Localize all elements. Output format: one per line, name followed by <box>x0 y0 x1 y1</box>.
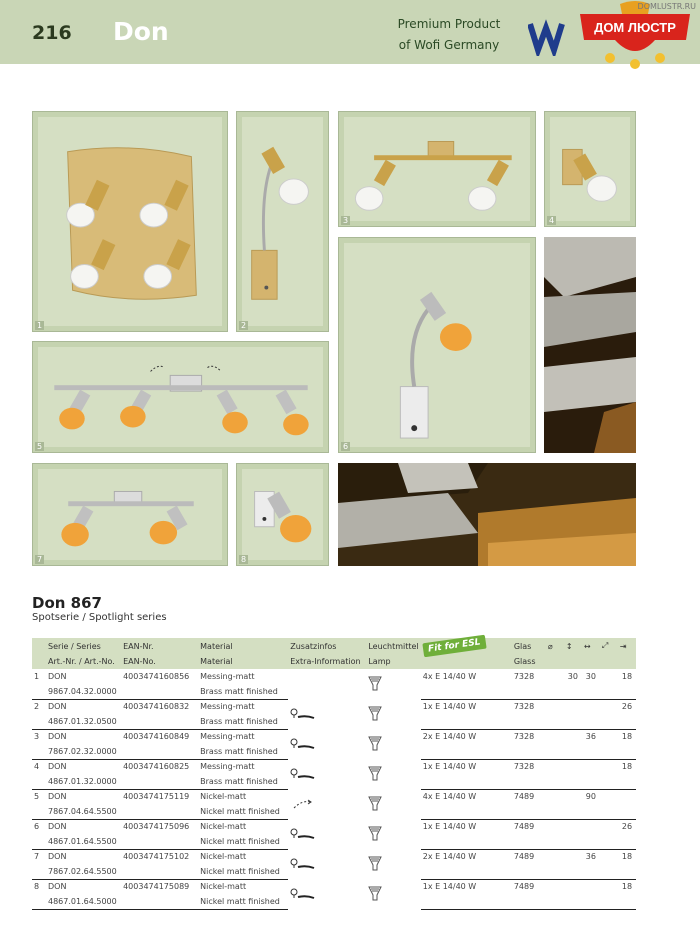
material-de-cell: Nickel-matt <box>200 792 247 802</box>
table-row <box>32 759 636 774</box>
diagonal-cell <box>600 669 618 684</box>
staircase-photo <box>338 463 636 566</box>
lamp-bulb-icon <box>366 699 420 729</box>
product-subtitle: Spotserie / Spotlight series <box>32 612 167 623</box>
col-material-header: Material <box>200 641 233 651</box>
diagonal-cell <box>600 729 618 744</box>
material-en-cell: Brass matt finished <box>198 774 288 789</box>
tile-number: 2 <box>241 321 247 330</box>
material-en-cell: Brass matt finished <box>198 714 288 729</box>
row-number: 6 <box>34 822 40 832</box>
projection-cell: 18 <box>621 672 633 681</box>
ean-cell: 4003474160849 <box>123 732 190 742</box>
diameter-cell <box>546 879 564 894</box>
ean-cell: 4003474175089 <box>123 882 190 892</box>
extra-info-icon <box>288 669 366 699</box>
ean-cell: 4003474175119 <box>123 792 190 802</box>
series-cell: DON <box>48 672 67 681</box>
premium-line-2: of Wofi Germany <box>398 38 500 52</box>
projection-cell: 26 <box>621 702 633 712</box>
material-en-cell: Brass matt finished <box>198 684 288 699</box>
col-material-en-header: Material <box>200 657 233 666</box>
projection-cell: 26 <box>621 822 633 832</box>
series-cell: DON <box>48 792 67 802</box>
diagonal-icon: ⤢ <box>601 641 609 650</box>
row-number: 2 <box>34 702 40 712</box>
height-icon: ↕ <box>565 641 573 651</box>
row-number: 7 <box>34 852 40 862</box>
lamp-spec-cell: 1x E 14/40 W <box>422 882 477 892</box>
width-cell <box>582 819 600 834</box>
article-number-cell: 9867.04.32.0000 <box>46 684 121 699</box>
diameter-cell <box>546 819 564 834</box>
width-cell: 36 <box>585 732 596 742</box>
article-number-cell: 7867.02.64.5500 <box>46 864 121 879</box>
product-image-2 <box>236 111 329 332</box>
projection-cell: 18 <box>621 762 633 772</box>
row-number: 3 <box>34 732 40 742</box>
col-extra-en-header: Extra-Information <box>290 657 361 666</box>
col-glass-header: Glas <box>513 641 532 651</box>
row-number: 5 <box>34 792 40 802</box>
logo-text: ДОМ ЛЮСТР <box>594 20 676 35</box>
material-en-cell: Nickel matt finished <box>198 864 288 879</box>
width-cell: 90 <box>585 792 596 802</box>
lamp-bulb-icon <box>366 849 420 879</box>
extra-info-icon <box>288 849 366 879</box>
height-cell <box>564 759 582 774</box>
tile-number: 3 <box>343 216 349 225</box>
tile-number: 5 <box>37 442 43 451</box>
width-icon: ↔ <box>583 641 591 651</box>
table-row <box>32 789 636 804</box>
glass-cell: 7328 <box>513 732 535 742</box>
material-de-cell: Messing-matt <box>200 672 255 681</box>
lamp-bulb-icon <box>366 789 420 819</box>
projection-icon: ⇥ <box>619 641 627 651</box>
col-extra-header: Zusatzinfos <box>290 641 337 651</box>
lamp-bulb-icon <box>366 729 420 759</box>
table-row <box>32 699 636 714</box>
product-image-7 <box>32 463 228 566</box>
article-number-cell: 7867.02.32.0000 <box>46 744 121 759</box>
height-cell <box>564 699 582 714</box>
four-spot-bar-illustration <box>33 342 328 452</box>
projection-cell: 18 <box>621 882 633 892</box>
diameter-cell <box>546 669 564 684</box>
material-en-cell: Nickel matt finished <box>198 894 288 909</box>
col-art-header: Art.-Nr. / Art.-No. <box>48 657 115 666</box>
row-number: 1 <box>34 672 40 681</box>
height-cell <box>564 879 582 894</box>
lamp-spec-cell: 2x E 14/40 W <box>422 852 477 862</box>
width-cell <box>582 879 600 894</box>
extra-info-icon <box>288 879 366 909</box>
extra-info-icon <box>288 819 366 849</box>
spotlight-bar-illustration <box>339 112 535 226</box>
row-number: 4 <box>34 762 40 772</box>
lamp-bulb-icon <box>366 669 420 699</box>
lamp-bulb-icon <box>366 819 420 849</box>
fit-for-esl-badge: Fit for ESL <box>422 635 486 658</box>
article-number-cell: 4867.01.32.0000 <box>46 774 121 789</box>
stairs-photo <box>544 237 636 453</box>
diagonal-cell <box>600 789 618 804</box>
diameter-icon: ⌀ <box>547 641 553 651</box>
glass-cell: 7328 <box>513 672 535 681</box>
ean-cell: 4003474160832 <box>123 702 190 712</box>
projection-cell: 18 <box>621 852 633 862</box>
series-cell: DON <box>48 762 67 772</box>
flex-arm-lamp-illustration <box>339 238 535 452</box>
table-header-row-2 <box>32 654 636 669</box>
esl-badge-cell <box>421 638 512 654</box>
width-cell <box>582 699 600 714</box>
material-de-cell: Messing-matt <box>200 732 255 742</box>
tile-number: 6 <box>343 442 349 451</box>
tile-number: 7 <box>37 555 43 564</box>
table-header-row-1 <box>32 638 636 654</box>
product-image-5 <box>32 341 329 453</box>
diagonal-cell <box>600 759 618 774</box>
col-lamp-en-header: Lamp <box>368 657 391 666</box>
table-row <box>32 669 636 684</box>
projection-cell: 18 <box>621 732 633 742</box>
tile-number: 1 <box>37 321 43 330</box>
diameter-cell <box>546 699 564 714</box>
material-de-cell: Nickel-matt <box>200 822 247 832</box>
glass-cell: 7489 <box>513 792 535 802</box>
lamp-spec-cell: 4x E 14/40 W <box>422 672 477 681</box>
material-de-cell: Nickel-matt <box>200 852 247 862</box>
product-image-3 <box>338 111 536 227</box>
series-cell: DON <box>48 822 67 832</box>
product-image-1 <box>32 111 228 332</box>
material-en-cell: Nickel matt finished <box>198 804 288 819</box>
two-spot-bar-illustration <box>33 464 227 565</box>
series-cell: DON <box>48 852 67 862</box>
lamp-bulb-icon <box>366 879 420 909</box>
extra-info-icon <box>288 699 366 729</box>
diagonal-cell <box>600 819 618 834</box>
series-cell: DON <box>48 882 67 892</box>
diagonal-cell <box>600 699 618 714</box>
diagonal-cell <box>600 849 618 864</box>
width-cell <box>582 759 600 774</box>
col-lamp-header: Leuchtmittel <box>368 641 419 651</box>
premium-line-1: Premium Product <box>397 17 501 31</box>
diameter-cell <box>546 849 564 864</box>
ean-cell: 4003474175102 <box>123 852 190 862</box>
material-en-cell: Nickel matt finished <box>198 834 288 849</box>
lamp-spec-cell: 1x E 14/40 W <box>422 822 477 832</box>
spec-table <box>32 638 636 910</box>
material-en-cell: Brass matt finished <box>198 744 288 759</box>
col-ean-no-header: EAN-No. <box>123 657 156 666</box>
width-cell: 36 <box>585 852 596 862</box>
table-row <box>32 819 636 834</box>
height-cell <box>564 789 582 804</box>
series-name: Don <box>113 17 169 46</box>
diameter-cell <box>546 729 564 744</box>
ean-cell: 4003474160825 <box>123 762 190 772</box>
col-glass-en-header: Glass <box>513 657 536 666</box>
extra-info-icon <box>288 729 366 759</box>
extra-info-icon <box>288 789 366 819</box>
diagonal-cell <box>600 879 618 894</box>
ean-cell: 4003474160856 <box>123 672 190 681</box>
glass-cell: 7489 <box>513 822 535 832</box>
ceiling-lamp-illustration <box>33 112 227 331</box>
article-number-cell: 7867.04.64.5500 <box>46 804 121 819</box>
table-row <box>32 849 636 864</box>
diameter-cell <box>546 789 564 804</box>
glass-cell: 7328 <box>513 762 535 772</box>
material-de-cell: Nickel-matt <box>200 882 247 892</box>
series-cell: DON <box>48 702 67 712</box>
ean-cell: 4003474175096 <box>123 822 190 832</box>
row-number: 8 <box>34 882 40 892</box>
table-row <box>32 729 636 744</box>
material-de-cell: Messing-matt <box>200 762 255 772</box>
tile-number: 8 <box>241 555 247 564</box>
height-cell <box>564 819 582 834</box>
glass-cell: 7489 <box>513 852 535 862</box>
nickel-spot-illustration <box>237 464 328 565</box>
height-cell <box>564 729 582 744</box>
col-ean-header: EAN-Nr. <box>123 641 154 651</box>
article-number-cell: 4867.01.32.0500 <box>46 714 121 729</box>
dom-lustr-logo <box>570 0 700 72</box>
lamp-spec-cell: 2x E 14/40 W <box>422 732 477 742</box>
projection-cell <box>618 789 636 804</box>
product-image-6 <box>338 237 536 453</box>
lamp-bulb-icon <box>366 759 420 789</box>
width-cell: 30 <box>585 672 596 681</box>
lamp-spec-cell: 1x E 14/40 W <box>422 702 477 712</box>
lamp-spec-cell: 1x E 14/40 W <box>422 762 477 772</box>
material-de-cell: Messing-matt <box>200 702 255 712</box>
product-image-4 <box>544 111 636 227</box>
product-title: Don 867 <box>32 594 102 612</box>
article-number-cell: 4867.01.64.5500 <box>46 834 121 849</box>
diameter-cell <box>546 759 564 774</box>
single-spot-illustration <box>545 112 635 226</box>
height-cell <box>564 849 582 864</box>
col-serie-header: Serie / Series <box>48 641 101 651</box>
premium-tagline <box>384 14 514 56</box>
page-number: 216 <box>32 22 72 44</box>
product-image-8 <box>236 463 329 566</box>
tile-number: 4 <box>549 216 555 225</box>
table-row <box>32 879 636 894</box>
wall-lamp-illustration <box>237 112 328 331</box>
extra-info-icon <box>288 759 366 789</box>
height-cell: 30 <box>567 672 578 681</box>
logo-url: DOMLUSTR.RU <box>637 2 696 11</box>
lamp-spec-cell: 4x E 14/40 W <box>422 792 477 802</box>
glass-cell: 7328 <box>513 702 535 712</box>
article-number-cell: 4867.01.64.5000 <box>46 894 121 909</box>
series-cell: DON <box>48 732 67 742</box>
glass-cell: 7489 <box>513 882 535 892</box>
